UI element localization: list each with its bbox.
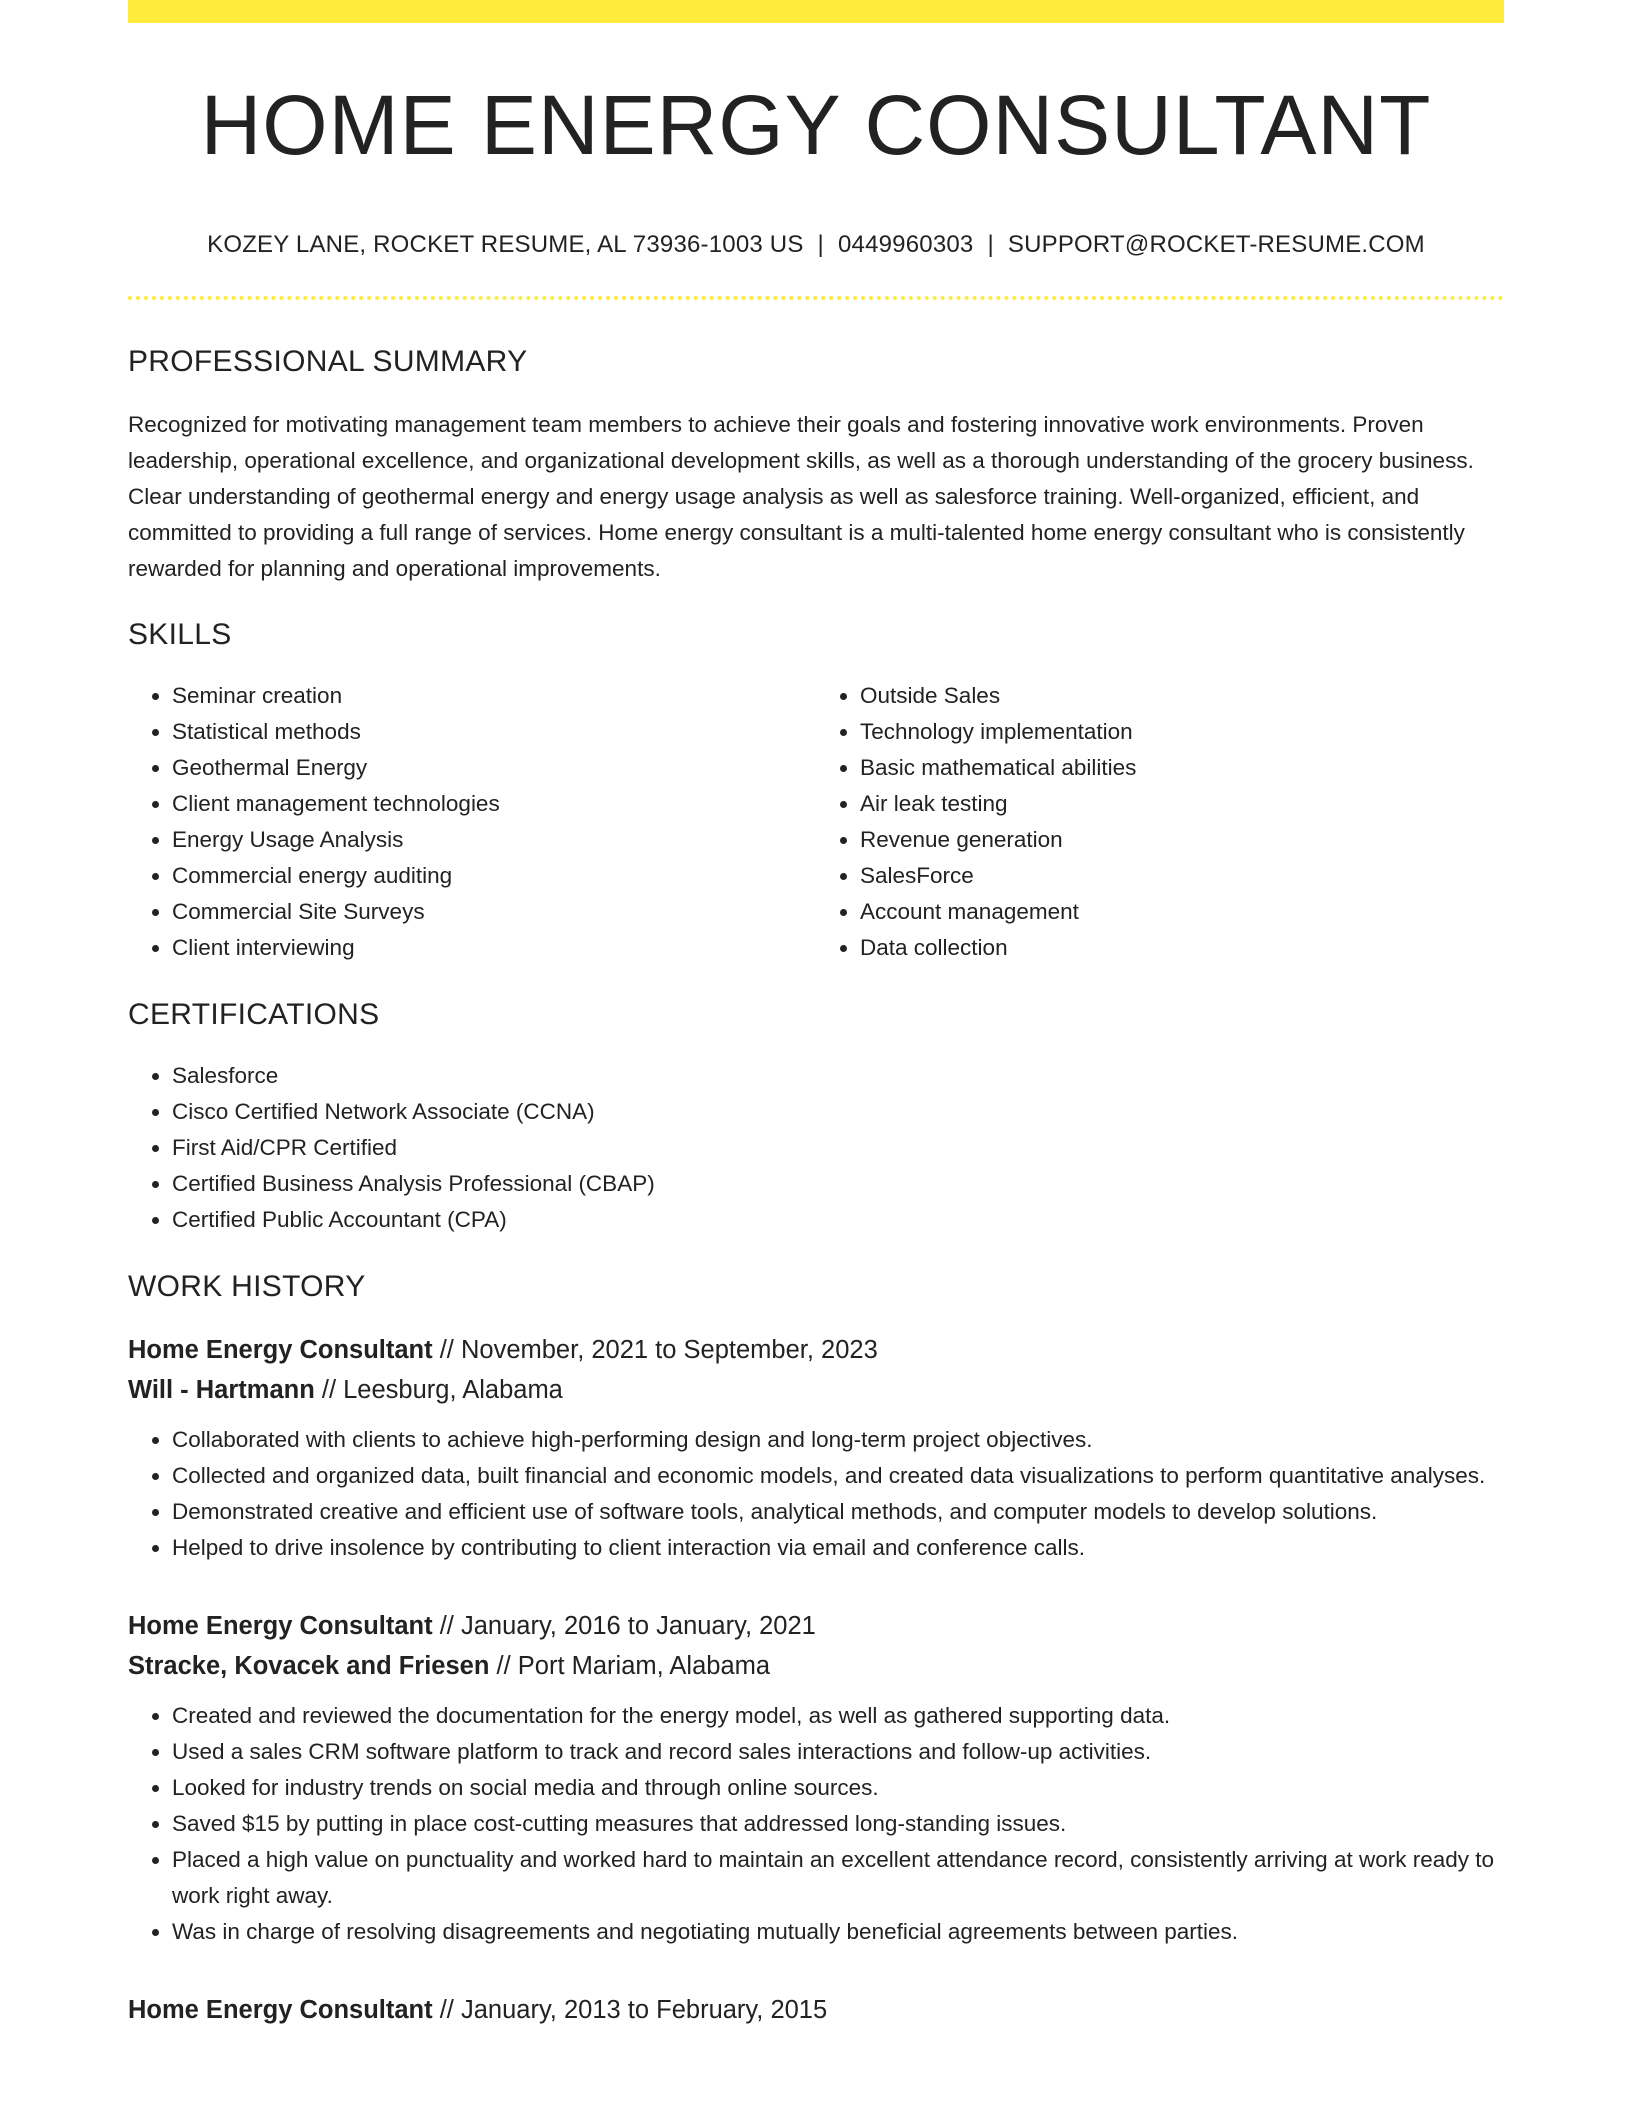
job-bullet: • Saved $15 by putting in place cost-cutting measures that addressed long-standing issues. (172, 1806, 1504, 1842)
skill-item: • Commercial Site Surveys (172, 894, 816, 930)
skill-item: • Basic mathematical abilities (860, 750, 1504, 786)
job-title-line (128, 1330, 1504, 1370)
job-dates: // November, 2021 to September, 2023 (439, 1336, 878, 1364)
dotted-divider (128, 296, 1504, 300)
resume-title: HOME ENERGY CONSULTANT (200, 78, 1432, 172)
job-title: Home Energy Consultant (128, 1612, 433, 1640)
job-bullet: • Collected and organized data, built financial and economic models, and created data visualizations to perform quantitative analyses. (172, 1458, 1504, 1494)
job-entry (128, 1330, 1504, 1566)
job-bullet: • Looked for industry trends on social media and through online sources. (172, 1770, 1504, 1806)
contact-line (128, 231, 1504, 259)
job-dates: // January, 2013 to February, 2015 (439, 1996, 828, 2024)
skill-item: • Statistical methods (172, 714, 816, 750)
job-entry (128, 1606, 1504, 1950)
certification-item: • Certified Business Analysis Professional (CBAP) (172, 1166, 1504, 1202)
job-title: Home Energy Consultant (128, 1996, 433, 2024)
job-entry (128, 1990, 1504, 2030)
job-bullet: • Used a sales CRM software platform to track and record sales interactions and follow-up activities. (172, 1734, 1504, 1770)
job-bullet: • Placed a high value on punctuality and worked hard to maintain an excellent attendance record, consistently arriving at work ready to work right away. (172, 1842, 1504, 1914)
certifications-heading: CERTIFICATIONS (128, 998, 380, 1031)
job-bullets (128, 1422, 1504, 1566)
summary-text: Recognized for motivating management team members to achieve their goals and fostering innovative work environments. Proven leadership, operational excellence, and organizational development skills, as well as a thorough understanding of the grocery business. Clear understanding of geothermal energy and energy usage analysis as well as salesforce training. Well-organized, efficient, and committed to providing a full range of services. Home energy consultant is a multi-talented home energy consultant who is consistently rewarded for planning and operational improvements. (128, 412, 1474, 581)
summary-heading: PROFESSIONAL SUMMARY (128, 345, 528, 378)
skill-item: • Energy Usage Analysis (172, 822, 816, 858)
skill-item: • Geothermal Energy (172, 750, 816, 786)
contact-email: SUPPORT@ROCKET-RESUME.COM (1007, 231, 1425, 258)
certifications-list (128, 1058, 1504, 1238)
job-title: Home Energy Consultant (128, 1336, 433, 1364)
job-location: // Leesburg, Alabama (321, 1376, 563, 1404)
contact-separator: | (817, 231, 824, 258)
skills-columns (128, 678, 1504, 966)
resume-content (128, 0, 1504, 2030)
job-company-line (128, 1370, 1504, 1410)
skills-heading: SKILLS (128, 618, 232, 651)
job-bullet: • Was in charge of resolving disagreements and negotiating mutually beneficial agreements between parties. (172, 1914, 1504, 1950)
job-dates: // January, 2016 to January, 2021 (439, 1612, 816, 1640)
work-history-heading: WORK HISTORY (128, 1270, 366, 1303)
certification-item: • Salesforce (172, 1058, 1504, 1094)
job-company: Stracke, Kovacek and Friesen (128, 1652, 490, 1680)
accent-top-bar (128, 0, 1504, 23)
job-bullet: • Created and reviewed the documentation for the energy model, as well as gathered supporting data. (172, 1698, 1504, 1734)
skill-item: • Revenue generation (860, 822, 1504, 858)
skill-item: • Air leak testing (860, 786, 1504, 822)
certification-item: • First Aid/CPR Certified (172, 1130, 1504, 1166)
job-title-line (128, 1990, 1504, 2030)
skill-item: • Account management (860, 894, 1504, 930)
job-company: Will - Hartmann (128, 1376, 315, 1404)
skill-item: • Client interviewing (172, 930, 816, 966)
skill-item: • SalesForce (860, 858, 1504, 894)
contact-address: KOZEY LANE, ROCKET RESUME, AL 73936-1003 US (207, 231, 804, 258)
job-company-line (128, 1646, 1504, 1686)
job-bullets (128, 1698, 1504, 1950)
contact-separator: | (987, 231, 994, 258)
skill-item: • Client management technologies (172, 786, 816, 822)
job-title-line (128, 1606, 1504, 1646)
job-bullet: • Demonstrated creative and efficient use of software tools, analytical methods, and computer models to develop solutions. (172, 1494, 1504, 1530)
skills-list-left (128, 678, 816, 966)
job-bullet: • Collaborated with clients to achieve high-performing design and long-term project objectives. (172, 1422, 1504, 1458)
skill-item: • Technology implementation (860, 714, 1504, 750)
certification-item: • Cisco Certified Network Associate (CCNA) (172, 1094, 1504, 1130)
skill-item: • Outside Sales (860, 678, 1504, 714)
contact-phone: 0449960303 (837, 231, 974, 258)
certification-item: • Certified Public Accountant (CPA) (172, 1202, 1504, 1238)
skill-item: • Commercial energy auditing (172, 858, 816, 894)
skill-item: • Data collection (860, 930, 1504, 966)
job-location: // Port Mariam, Alabama (496, 1652, 771, 1680)
skill-item: • Seminar creation (172, 678, 816, 714)
skills-list-right (816, 678, 1504, 966)
job-bullet: • Helped to drive insolence by contributing to client interaction via email and conference calls. (172, 1530, 1504, 1566)
